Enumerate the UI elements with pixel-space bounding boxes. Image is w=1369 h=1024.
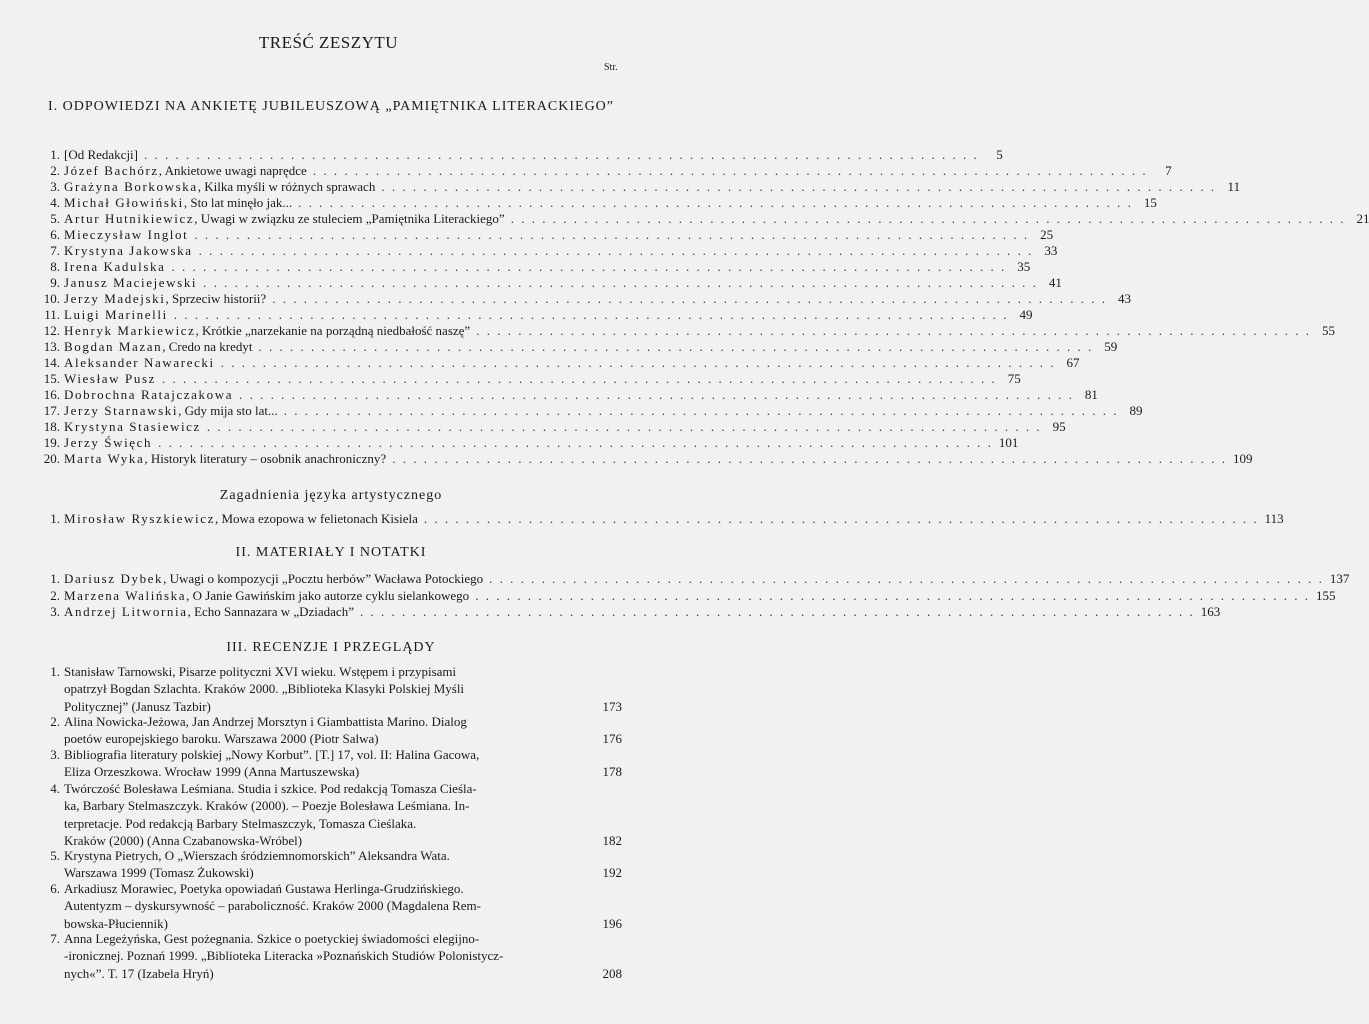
leader-dots: . . . . . . . . . . . . . . . . . . . . . . . . . . . . . . . . . . . . . . . . . . . . . . . . . . . . . . . . . . . . . . . . . . . . . . . . . . . . . . . .	[392, 451, 1227, 466]
leader-dots: . . . . . . . . . . . . . . . . . . . . . . . . . . . . . . . . . . . . . . . . . . . . . . . . . . . . . . . . . . . . . . . . . . . . . . . . . . . . . . . .	[272, 291, 1107, 306]
entry-page: 81	[1084, 387, 1098, 402]
toc-entry	[40, 510, 1284, 528]
entry-page: 95	[1052, 419, 1066, 434]
entry-line: Warszawa 1999 (Tomasz Żukowski)	[64, 865, 254, 881]
entry-page: 75	[1007, 371, 1021, 386]
entry-page: 5	[996, 147, 1003, 162]
entry-number: 10.	[43, 291, 60, 306]
leader-dots: . . . . . . . . . . . . . . . . . . . . . . . . . . . . . . . . . . . . . . . . . . . . . . . . . . . . . . . . . . . . . . . . . . . . . . . . . . . . . . . .	[423, 511, 1259, 526]
entry-number: 4.	[50, 781, 60, 796]
page-column-label: Str.	[604, 62, 618, 73]
entry-author: Artur Hutnikiewicz	[64, 211, 195, 226]
entry-author: Dariusz Dybek	[64, 571, 164, 586]
entry-number: 2.	[50, 163, 60, 178]
leader-dots: . . . . . . . . . . . . . . . . . . . . . . . . . . . . . . . . . . . . . . . . . . . . . . . . . . . . . . . . . . . . . . . . . . . . . . . . . . . . . . . .	[220, 355, 1056, 370]
entry-page: 41	[1048, 275, 1062, 290]
entry-author: Bogdan Mazan	[64, 339, 163, 354]
entry-number: 3.	[50, 179, 60, 194]
entry-text	[64, 880, 584, 932]
entry-number: 13.	[43, 339, 60, 354]
entry-author: Michał Głowiński	[64, 195, 184, 210]
entry-line: opatrzył Bogdan Szlachta. Kraków 2000. „Biblioteka Klasyki Polskiej Myśli	[64, 681, 465, 697]
entry-page: 113	[1264, 511, 1284, 526]
entry-page: 49	[1019, 307, 1033, 322]
entry-page: 176	[602, 731, 622, 747]
entry-title: , Ankietowe uwagi naprędce	[158, 163, 307, 178]
entry-text	[64, 587, 469, 605]
entry-author: Luigi Marinelli	[64, 307, 168, 322]
entry-author: Henryk Markiewicz	[64, 323, 196, 338]
entry-line: Krystyna Pietrych, O „Wierszach śródziemnomorskich” Aleksandra Wata.	[64, 848, 450, 863]
entry-page: 101	[998, 435, 1019, 450]
leader-dots: . . . . . . . . . . . . . . . . . . . . . . . . . . . . . . . . . . . . . . . . . . . . . . . . . . . . . . . . . . . . . . . . . . . . . . . . . . . . . . . .	[161, 371, 997, 386]
entry-number: 7.	[50, 243, 60, 258]
entry-line: Kraków (2000) (Anna Czabanowska-Wróbel)	[64, 833, 303, 849]
entry-author: Irena Kadulska	[64, 259, 166, 274]
entry-number: 4.	[50, 195, 60, 210]
leader-dots: . . . . . . . . . . . . . . . . . . . . . . . . . . . . . . . . . . . . . . . . . . . . . . . . . . . . . . . . . . . . . . . . . . . . . . . . . . . . . . . .	[476, 323, 1311, 338]
entry-page: 155	[1315, 587, 1336, 603]
leader-dots: . . . . . . . . . . . . . . . . . . . . . . . . . . . . . . . . . . . . . . . . . . . . . . . . . . . . . . . . . . . . . . . . . . . . . . . . . . . . . . . .	[239, 387, 1074, 402]
leader-dots: . . . . . . . . . . . . . . . . . . . . . . . . . . . . . . . . . . . . . . . . . . . . . . . . . . . . . . . . . . . . . . . . . . . . . . . . . . . . . . . .	[206, 419, 1042, 434]
entry-number: 2.	[50, 714, 60, 729]
entry-page: 43	[1117, 291, 1131, 306]
leader-dots: . . . . . . . . . . . . . . . . . . . . . . . . . . . . . . . . . . . . . . . . . . . . . . . . . . . . . . . . . . . . . . . . . . . . . . . . . . . . . . . .	[283, 403, 1119, 418]
entry-text	[64, 450, 386, 468]
entry-author: Marzena Walińska	[64, 587, 187, 603]
entry-page: 89	[1129, 403, 1143, 418]
entry-author: Aleksander Nawarecki	[64, 355, 215, 370]
entry-author: Jerzy Święch	[64, 435, 153, 450]
entry-line: Anna Legeżyńska, Gest pożegnania. Szkice o poetyckiej świadomości elegijno-	[64, 931, 480, 946]
entry-title: , Sprzeciw historii?	[165, 291, 267, 306]
leader-dots: . . . . . . . . . . . . . . . . . . . . . . . . . . . . . . . . . . . . . . . . . . . . . . . . . . . . . . . . . . . . . . . . . . . . . . . . . . . . . . . .	[381, 179, 1217, 194]
entry-page: 178	[602, 764, 622, 780]
toc-entry	[40, 450, 1253, 468]
leader-dots: . . . . . . . . . . . . . . . . . . . . . . . . . . . . . . . . . . . . . . . . . . . . . . . . . . . . . . . . . . . . . . . . . . . . . . . . . . . . . . . .	[173, 307, 1009, 322]
leader-dots: . . . . . . . . . . . . . . . . . . . . . . . . . . . . . . . . . . . . . . . . . . . . . . . . . . . . . . . . . . . . . . . . . . . . . . . . . . . . . . . .	[359, 604, 1195, 619]
entry-text	[64, 713, 584, 748]
toc-entry	[40, 570, 1350, 588]
entry-author: Mieczysław Inglot	[64, 227, 189, 242]
entry-author: Krystyna Jakowska	[64, 243, 193, 258]
entry-line: Arkadiusz Morawiec, Poetyka opowiadań Gustawa Herlinga-Grudzińskiego.	[64, 881, 464, 896]
leader-dots: . . . . . . . . . . . . . . . . . . . . . . . . . . . . . . . . . . . . . . . . . . . . . . . . . . . . . . . . . . . . . . . . . . . . . . . . . . . . . . . .	[144, 147, 979, 162]
entry-page: 137	[1329, 571, 1350, 586]
entry-text	[64, 603, 354, 621]
entry-number: 5.	[50, 848, 60, 863]
leader-dots: . . . . . . . . . . . . . . . . . . . . . . . . . . . . . . . . . . . . . . . . . . . . . . . . . . . . . . . . . . . . . . . . . . . . . . . . . . . . . . . .	[194, 227, 1030, 242]
entry-line: nych«”. T. 17 (Izabela Hryń)	[64, 965, 214, 981]
entry-number: 5.	[50, 211, 60, 226]
entry-author: Mirosław Ryszkiewicz	[64, 511, 215, 526]
entry-line: poetów europejskiego baroku. Warszawa 2000 (Piotr Salwa)	[64, 731, 379, 747]
entry-title: [Od Redakcji]	[64, 147, 139, 162]
entry-line: bowska-Płuciennik)	[64, 915, 168, 931]
leader-dots: . . . . . . . . . . . . . . . . . . . . . . . . . . . . . . . . . . . . . . . . . . . . . . . . . . . . . . . . . . . . . . . . . . . . . . . . . . . . . . . .	[298, 195, 1133, 210]
entry-page: 25	[1040, 227, 1054, 242]
entry-number: 3.	[50, 747, 60, 762]
entry-title: , Uwagi o kompozycji „Pocztu herbów” Wacława Potockiego	[163, 571, 484, 586]
entry-title: , Mowa ezopowa w felietonach Kisiela	[214, 511, 418, 526]
entry-page: 35	[1017, 259, 1031, 274]
leader-dots: . . . . . . . . . . . . . . . . . . . . . . . . . . . . . . . . . . . . . . . . . . . . . . . . . . . . . . . . . . . . . . . . . . . . . . . . . . . . . . . .	[312, 163, 1148, 178]
leader-dots: . . . . . . . . . . . . . . . . . . . . . . . . . . . . . . . . . . . . . . . . . . . . . . . . . . . . . . . . . . . . . . . . . . . . . . . . . . . . . . . .	[198, 243, 1034, 258]
entry-number: 11.	[44, 307, 60, 322]
leader-dots: . . . . . . . . . . . . . . . . . . . . . . . . . . . . . . . . . . . . . . . . . . . . . . . . . . . . . . . . . . . . . . . . . . . . . . . . . . . . . . . .	[171, 259, 1007, 274]
entry-number: 2.	[50, 587, 60, 603]
leader-dots: . . . . . . . . . . . . . . . . . . . . . . . . . . . . . . . . . . . . . . . . . . . . . . . . . . . . . . . . . . . . . . . . . . . . . . . . . . . . . . . .	[475, 587, 1310, 603]
entry-number: 14.	[43, 355, 60, 370]
entry-text	[64, 570, 483, 588]
entry-page: 21	[1356, 211, 1369, 226]
leader-dots: . . . . . . . . . . . . . . . . . . . . . . . . . . . . . . . . . . . . . . . . . . . . . . . . . . . . . . . . . . . . . . . . . . . . . . . . . . . . . . . .	[489, 571, 1324, 586]
entry-number: 1.	[50, 511, 60, 526]
entry-line: Stanisław Tarnowski, Pisarze polityczni XVI wieku. Wstępem i przypisami	[64, 664, 457, 679]
entry-title: , Echo Sannazara w „Dziadach”	[187, 604, 354, 619]
entry-page: 11	[1227, 179, 1241, 194]
leader-dots: . . . . . . . . . . . . . . . . . . . . . . . . . . . . . . . . . . . . . . . . . . . . . . . . . . . . . . . . . . . . . . . . . . . . . . . . . . . . . . . .	[203, 275, 1038, 290]
leader-dots: . . . . . . . . . . . . . . . . . . . . . . . . . . . . . . . . . . . . . . . . . . . . . . . . . . . . . . . . . . . . . . . . . . . . . . . . . . . . . . . .	[510, 211, 1346, 226]
entry-title: , Sto lat minęło jak...	[183, 195, 293, 210]
entry-number: 19.	[43, 435, 60, 450]
section-heading-4: III. RECENZJE I PRZEGLĄDY	[226, 640, 436, 655]
entry-author: Dobrochna Ratajczakowa	[64, 387, 234, 402]
entry-number: 20.	[43, 451, 60, 466]
section-heading-3: II. MATERIAŁY I NOTATKI	[235, 545, 427, 560]
entry-text	[64, 930, 584, 982]
entry-number: 6.	[50, 227, 60, 242]
entry-author: Marta Wyka	[64, 451, 145, 466]
entry-line: Alina Nowicka-Jeżowa, Jan Andrzej Morsztyn i Giambattista Marino. Dialog	[64, 714, 467, 729]
section-heading-1: I. ODPOWIEDZI NA ANKIETĘ JUBILEUSZOWĄ „PAMIĘTNIKA LITERACKIEGO”	[47, 99, 615, 114]
entry-line: -ironicznej. Poznań 1999. „Biblioteka Literacka »Poznańskich Studiów Polonistycz-	[64, 948, 504, 964]
entry-number: 12.	[43, 323, 60, 338]
entry-line: terpretacje. Pod redakcją Barbary Stelmaszczyk, Tomasza Cieślaka.	[64, 815, 417, 831]
leader-dots: . . . . . . . . . . . . . . . . . . . . . . . . . . . . . . . . . . . . . . . . . . . . . . . . . . . . . . . . . . . . . . . . . . . . . . . . . . . . . . . .	[158, 435, 993, 450]
entry-text	[64, 510, 418, 528]
entry-number: 18.	[43, 419, 60, 434]
toc-entry	[40, 587, 1336, 605]
entry-page: 55	[1321, 323, 1335, 338]
entry-title: , Gdy mija sto lat...	[178, 403, 278, 418]
toc-entry	[40, 603, 1221, 621]
entry-line: Twórczość Bolesława Leśmiana. Studia i szkice. Pod redakcją Tomasza Cieśla-	[64, 781, 477, 796]
entry-page: 7	[1165, 163, 1172, 178]
entry-page: 173	[602, 698, 622, 714]
entry-page: 163	[1200, 604, 1221, 619]
entry-text	[64, 663, 584, 715]
entry-line: Politycznej” (Janusz Tazbir)	[64, 698, 211, 714]
entry-page: 182	[602, 833, 622, 849]
page-title: TREŚĆ ZESZYTU	[258, 33, 399, 52]
entry-number: 8.	[50, 259, 60, 274]
entry-title: , Kilka myśli w różnych sprawach	[197, 179, 376, 194]
entry-author: Jerzy Starnawski	[64, 403, 179, 418]
entry-number: 15.	[43, 371, 60, 386]
entry-author: Janusz Maciejewski	[64, 275, 198, 290]
entry-text	[64, 780, 584, 850]
entry-page: 15	[1143, 195, 1157, 210]
entry-page: 33	[1044, 243, 1058, 258]
entry-author: Krystyna Stasiewicz	[64, 419, 201, 434]
entry-title: , Uwagi w związku ze stuleciem „Pamiętnika Literackiego”	[194, 211, 505, 226]
entry-number: 1.	[50, 664, 60, 679]
entry-title: , Krótkie „narzekanie na porządną niedbałość naszę”	[195, 323, 471, 338]
entry-page: 196	[602, 915, 622, 931]
section-heading-2: Zagadnienia języka artystycznego	[219, 488, 443, 503]
entry-number: 9.	[50, 275, 60, 290]
entry-author: Andrzej Litwornia	[64, 604, 188, 619]
entry-author: Józef Bachórz	[64, 163, 159, 178]
entry-number: 1.	[50, 571, 60, 586]
entry-line: Eliza Orzeszkowa. Wrocław 1999 (Anna Martuszewska)	[64, 764, 360, 780]
entry-title: , O Janie Gawińskim jako autorze cyklu sielankowego	[186, 587, 470, 603]
entry-number: 16.	[43, 387, 60, 402]
entry-line: Autentyzm – dyskursywność – paraboliczność. Kraków 2000 (Magdalena Rem-	[64, 898, 481, 914]
entry-number: 6.	[50, 881, 60, 896]
leader-dots: . . . . . . . . . . . . . . . . . . . . . . . . . . . . . . . . . . . . . . . . . . . . . . . . . . . . . . . . . . . . . . . . . . . . . . . . . . . . . . . .	[258, 339, 1094, 354]
entry-page: 67	[1066, 355, 1080, 370]
entry-number: 1.	[50, 147, 60, 162]
entry-number: 17.	[43, 403, 60, 418]
entry-line: Bibliografia literatury polskiej „Nowy Korbut”. [T.] 17, vol. II: Halina Gacowa,	[64, 747, 480, 762]
entry-author: Grażyna Borkowska	[64, 179, 198, 194]
entry-page: 109	[1232, 451, 1253, 466]
entry-number: 3.	[50, 604, 60, 619]
entry-page: 192	[602, 865, 622, 881]
entry-text	[64, 746, 584, 781]
entry-text	[64, 847, 584, 882]
entry-author: Wiesław Pusz	[64, 371, 156, 386]
entry-page: 59	[1104, 339, 1118, 354]
entry-title: , Credo na kredyt	[162, 339, 253, 354]
entry-author: Jerzy Madejski	[64, 291, 166, 306]
entry-title: , Historyk literatury – osobnik anachroniczny?	[144, 451, 387, 466]
entry-number: 7.	[50, 931, 60, 946]
entry-page: 208	[602, 965, 622, 981]
entry-line: ka, Barbary Stelmaszczyk. Kraków (2000). – Poezje Bolesława Leśmiana. In-	[64, 798, 470, 814]
